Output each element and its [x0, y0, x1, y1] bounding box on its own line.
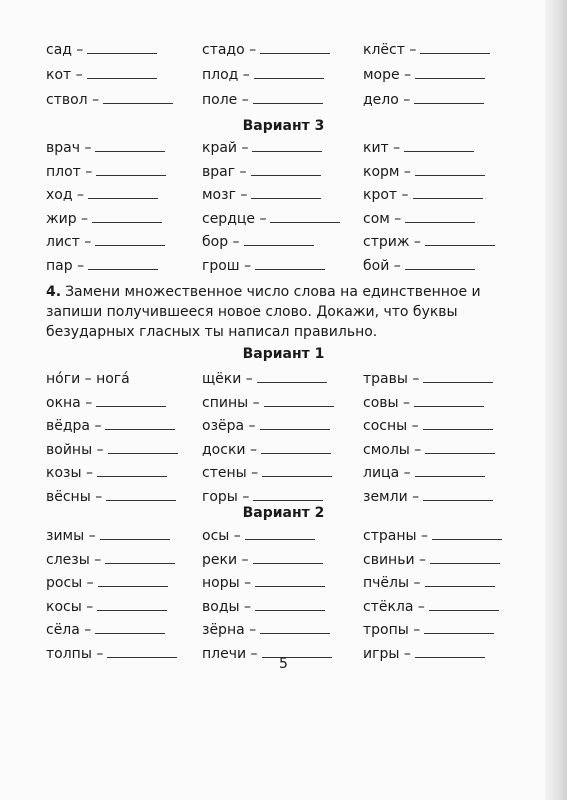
top-row: [0, 41, 567, 63]
answer-blank-line[interactable]: [245, 539, 315, 540]
word-text: ствол: [46, 92, 88, 108]
dash: –: [407, 371, 420, 387]
word-text: зёрна: [202, 622, 245, 638]
word-item: [46, 139, 165, 157]
word-item: [202, 210, 340, 228]
answer-blank-line[interactable]: [87, 53, 157, 54]
word-item: [202, 233, 314, 251]
word-item: [46, 163, 166, 181]
word-text: край: [202, 140, 238, 156]
word-item: [46, 210, 162, 228]
word-item: [46, 417, 175, 435]
variant-2-row: [0, 574, 567, 596]
dash: –: [71, 67, 83, 83]
dash: –: [399, 645, 411, 662]
dash: –: [72, 187, 84, 203]
answer-blank-line[interactable]: [106, 500, 176, 501]
word-item: [363, 91, 484, 109]
word-text: корм: [363, 163, 400, 180]
word-item: [46, 394, 166, 412]
example-pair: но́ги – нога́: [46, 371, 130, 387]
word-text: игры: [363, 645, 400, 662]
word-text: мозг: [202, 187, 236, 203]
variant-2-row: [0, 551, 567, 573]
word-item: [46, 186, 158, 204]
word-text: ход: [46, 187, 73, 203]
word-item: [202, 394, 334, 412]
word-item: [202, 527, 315, 545]
answer-blank-line[interactable]: [96, 175, 166, 176]
word-item: [46, 91, 173, 109]
word-item: [202, 370, 327, 388]
answer-blank-line[interactable]: [430, 563, 500, 564]
answer-blank-line[interactable]: [244, 245, 314, 246]
word-text: клёст: [363, 42, 405, 58]
word-text: плот: [46, 163, 81, 180]
word-text: норы: [202, 575, 240, 591]
task-4: [46, 282, 516, 342]
answer-blank-line[interactable]: [105, 429, 175, 430]
word-text: пчёлы: [363, 575, 410, 591]
answer-blank-line[interactable]: [87, 78, 157, 79]
word-item: [202, 621, 330, 639]
word-text: косы: [46, 598, 82, 615]
answer-blank-line[interactable]: [97, 476, 167, 477]
word-item: [363, 574, 495, 592]
answer-blank-line[interactable]: [100, 539, 170, 540]
answer-blank-line[interactable]: [260, 429, 330, 430]
word-item: [46, 441, 178, 459]
word-text: грош: [202, 257, 240, 274]
dash: –: [79, 234, 92, 250]
top-row: [0, 91, 567, 113]
word-item: [363, 257, 475, 275]
dash: –: [81, 598, 94, 615]
answer-blank-line[interactable]: [105, 563, 175, 564]
word-item: [46, 233, 165, 251]
variant-3-row: [0, 163, 567, 185]
word-item: [363, 551, 500, 569]
answer-blank-line[interactable]: [405, 222, 475, 223]
dash: –: [246, 465, 259, 481]
word-text: щёки: [202, 371, 242, 387]
word-item: [46, 41, 157, 59]
word-text: осы: [202, 528, 230, 544]
word-item: [202, 257, 325, 275]
dash: –: [409, 575, 421, 591]
word-text: козы: [46, 465, 82, 481]
word-text: кит: [363, 140, 389, 156]
answer-blank-line[interactable]: [253, 103, 323, 104]
word-text: свиньи: [363, 551, 415, 568]
page-number: 5: [279, 656, 288, 672]
word-text: бой: [363, 257, 390, 274]
answer-blank-line[interactable]: [262, 476, 332, 477]
dash: –: [388, 140, 401, 156]
word-text: доски: [202, 441, 246, 458]
word-item: [202, 91, 323, 109]
answer-blank-line[interactable]: [255, 586, 325, 587]
word-text: стриж: [363, 234, 410, 250]
answer-blank-line[interactable]: [251, 198, 321, 199]
dash: –: [238, 67, 250, 83]
dash: –: [239, 575, 252, 591]
dash: –: [237, 488, 250, 505]
word-text: крот: [363, 187, 398, 203]
dash: –: [409, 234, 421, 250]
answer-blank-line[interactable]: [424, 633, 494, 634]
word-text: лица: [363, 465, 400, 481]
dash: –: [89, 551, 102, 568]
word-item: [363, 41, 490, 59]
word-item: [46, 598, 167, 616]
word-item: [363, 488, 493, 506]
dash: –: [413, 598, 425, 615]
variant-3-row: [0, 186, 567, 208]
answer-blank-line[interactable]: [432, 539, 502, 540]
word-item: [363, 233, 495, 251]
answer-blank-line[interactable]: [414, 103, 484, 104]
word-item: [363, 464, 485, 482]
answer-blank-line[interactable]: [97, 610, 167, 611]
word-text: сердце: [202, 210, 256, 227]
answer-blank-line[interactable]: [415, 175, 485, 176]
answer-blank-line[interactable]: [260, 53, 330, 54]
answer-blank-line[interactable]: [252, 151, 322, 152]
variant-3-row: [0, 233, 567, 255]
variant-2-row: [0, 598, 567, 620]
word-item: [363, 394, 484, 412]
word-item: [363, 417, 493, 435]
dash: –: [399, 67, 412, 83]
dash: –: [239, 257, 252, 274]
word-text: тропы: [363, 622, 409, 638]
answer-blank-line[interactable]: [405, 269, 475, 270]
word-item: [46, 464, 167, 482]
dash: –: [399, 163, 411, 180]
answer-blank-line[interactable]: [414, 406, 484, 407]
word-text: сёла: [46, 622, 80, 638]
dash: –: [82, 575, 94, 591]
dash: –: [237, 140, 249, 156]
dash: –: [84, 528, 96, 544]
dash: –: [389, 210, 402, 227]
answer-blank-line[interactable]: [253, 563, 323, 564]
answer-blank-line[interactable]: [425, 453, 495, 454]
answer-blank-line[interactable]: [254, 78, 324, 79]
dash: –: [239, 598, 252, 615]
answer-blank-line[interactable]: [429, 610, 499, 611]
word-item: [363, 598, 499, 616]
word-item: [46, 551, 175, 569]
word-text: реки: [202, 551, 238, 568]
word-text: сосны: [363, 418, 408, 434]
answer-blank-line[interactable]: [420, 53, 490, 54]
word-item: [202, 574, 325, 592]
word-text: лист: [46, 234, 80, 250]
word-text: море: [363, 67, 400, 83]
word-text: жир: [46, 210, 77, 227]
answer-blank-line[interactable]: [261, 453, 331, 454]
word-text: плечи: [202, 645, 247, 662]
answer-blank-line[interactable]: [404, 151, 474, 152]
word-text: вёдра: [46, 418, 91, 434]
variant-1-row: [0, 464, 567, 486]
word-item: [202, 41, 330, 59]
word-text: смолы: [363, 441, 410, 458]
answer-blank-line[interactable]: [108, 453, 178, 454]
dash: –: [92, 441, 104, 458]
word-item: [202, 66, 324, 84]
variant-1-row: [0, 417, 567, 439]
word-item: [363, 186, 483, 204]
variant-3-heading: Вариант 3: [242, 118, 325, 134]
dash: –: [228, 234, 240, 250]
dash: –: [237, 92, 249, 108]
word-text: поле: [202, 92, 238, 108]
word-item: [202, 441, 331, 459]
word-text: стадо: [202, 42, 245, 58]
variant-2-row: [0, 527, 567, 549]
word-text: горы: [202, 488, 238, 505]
answer-blank-line[interactable]: [425, 245, 495, 246]
dash: –: [79, 622, 92, 638]
answer-blank-line[interactable]: [425, 586, 495, 587]
word-item: [202, 186, 321, 204]
word-text: вёсны: [46, 488, 91, 505]
word-text: земли: [363, 488, 408, 505]
dash: –: [235, 187, 248, 203]
dash: –: [404, 42, 417, 58]
word-item: [363, 163, 485, 181]
answer-blank-line[interactable]: [95, 151, 165, 152]
dash: –: [71, 42, 84, 58]
dash: –: [244, 622, 257, 638]
variant-1-row: [0, 370, 567, 392]
variant-3-row: [0, 210, 567, 232]
word-item: [363, 210, 475, 228]
dash: –: [72, 257, 85, 274]
dash: –: [90, 488, 103, 505]
dash: –: [248, 394, 260, 411]
answer-blank-line[interactable]: [251, 175, 321, 176]
dash: –: [407, 418, 419, 434]
word-item: [202, 598, 325, 616]
dash: –: [399, 465, 411, 481]
answer-blank-line[interactable]: [257, 382, 327, 383]
word-text: дело: [363, 92, 399, 108]
dash: –: [80, 163, 93, 180]
dash: –: [397, 187, 409, 203]
dash: –: [409, 441, 422, 458]
answer-blank-line[interactable]: [255, 610, 325, 611]
answer-blank-line[interactable]: [415, 476, 485, 477]
word-text: слезы: [46, 551, 90, 568]
dash: –: [398, 92, 411, 108]
word-text: врач: [46, 140, 80, 156]
answer-blank-line[interactable]: [264, 406, 334, 407]
task-4-number: 4.: [46, 284, 62, 300]
variant-1-row: [0, 394, 567, 416]
dash: –: [241, 371, 253, 387]
word-text: сад: [46, 42, 72, 58]
word-text: травы: [363, 371, 408, 387]
variant-3-row: [0, 139, 567, 161]
word-item: [363, 441, 495, 459]
word-text: кот: [46, 67, 72, 83]
word-item: [46, 66, 157, 84]
task-4-text: Замени множественное число слова на единственное и запиши получившееся новое слово. Докажи, что буквы безударных гласных ты написал правильно.: [46, 284, 481, 340]
dash: –: [91, 645, 104, 662]
word-text: озёра: [202, 418, 245, 434]
word-item: [363, 370, 493, 388]
dash: –: [235, 163, 247, 180]
answer-blank-line[interactable]: [415, 78, 485, 79]
word-item: [202, 139, 322, 157]
dash: –: [80, 394, 93, 411]
answer-blank-line[interactable]: [270, 222, 340, 223]
word-text: стёкла: [363, 598, 414, 615]
answer-blank-line[interactable]: [88, 198, 158, 199]
dash: –: [237, 551, 249, 568]
dash: –: [76, 210, 89, 227]
word-item: [202, 488, 323, 506]
variant-1-row: [0, 441, 567, 463]
dash: –: [244, 418, 256, 434]
word-item: [363, 66, 485, 84]
word-item: [202, 417, 330, 435]
answer-blank-line[interactable]: [255, 269, 325, 270]
dash: –: [244, 42, 257, 58]
word-text: совы: [363, 394, 399, 411]
dash: –: [80, 140, 92, 156]
word-item: [46, 257, 158, 275]
word-text: бор: [202, 234, 229, 250]
word-item: [202, 551, 323, 569]
dash: –: [416, 528, 428, 544]
word-item: [46, 527, 170, 545]
word-text: спины: [202, 394, 249, 411]
dash: –: [389, 257, 401, 274]
word-item: [46, 370, 130, 388]
answer-blank-line[interactable]: [92, 222, 162, 223]
dash: –: [87, 92, 100, 108]
word-item: [46, 621, 165, 639]
answer-blank-line[interactable]: [88, 269, 158, 270]
word-text: стены: [202, 465, 247, 481]
word-text: окна: [46, 394, 81, 411]
word-text: сом: [363, 210, 390, 227]
answer-blank-line[interactable]: [253, 500, 323, 501]
word-item: [46, 488, 176, 506]
word-text: враг: [202, 163, 236, 180]
variant-1-heading: Вариант 1: [242, 346, 325, 362]
dash: –: [407, 488, 420, 505]
word-item: [363, 527, 502, 545]
word-text: плод: [202, 67, 239, 83]
dash: –: [414, 551, 427, 568]
answer-blank-line[interactable]: [423, 429, 493, 430]
answer-blank-line[interactable]: [260, 633, 330, 634]
dash: –: [408, 622, 421, 638]
word-item: [202, 163, 321, 181]
answer-blank-line[interactable]: [95, 245, 165, 246]
dash: –: [255, 210, 267, 227]
word-text: росы: [46, 575, 83, 591]
variant-3-row: [0, 257, 567, 279]
word-item: [46, 574, 168, 592]
word-text: толпы: [46, 645, 92, 662]
word-item: [202, 464, 332, 482]
variant-2-heading: Вариант 2: [242, 505, 325, 521]
dash: –: [246, 645, 258, 662]
answer-blank-line[interactable]: [423, 500, 493, 501]
dash: –: [245, 441, 257, 458]
word-item: [363, 139, 474, 157]
word-item: [363, 621, 494, 639]
dash: –: [398, 394, 411, 411]
dash: –: [81, 465, 93, 481]
top-row: [0, 66, 567, 88]
word-text: пар: [46, 257, 73, 274]
dash: –: [229, 528, 241, 544]
answer-blank-line[interactable]: [95, 633, 165, 634]
variant-2-row: [0, 621, 567, 643]
answer-blank-line[interactable]: [98, 586, 168, 587]
answer-blank-line[interactable]: [96, 406, 166, 407]
word-text: войны: [46, 441, 93, 458]
dash: –: [90, 418, 102, 434]
word-text: страны: [363, 528, 417, 544]
answer-blank-line[interactable]: [413, 198, 483, 199]
word-text: зимы: [46, 528, 85, 544]
word-text: воды: [202, 598, 240, 615]
answer-blank-line[interactable]: [423, 382, 493, 383]
answer-blank-line[interactable]: [103, 103, 173, 104]
